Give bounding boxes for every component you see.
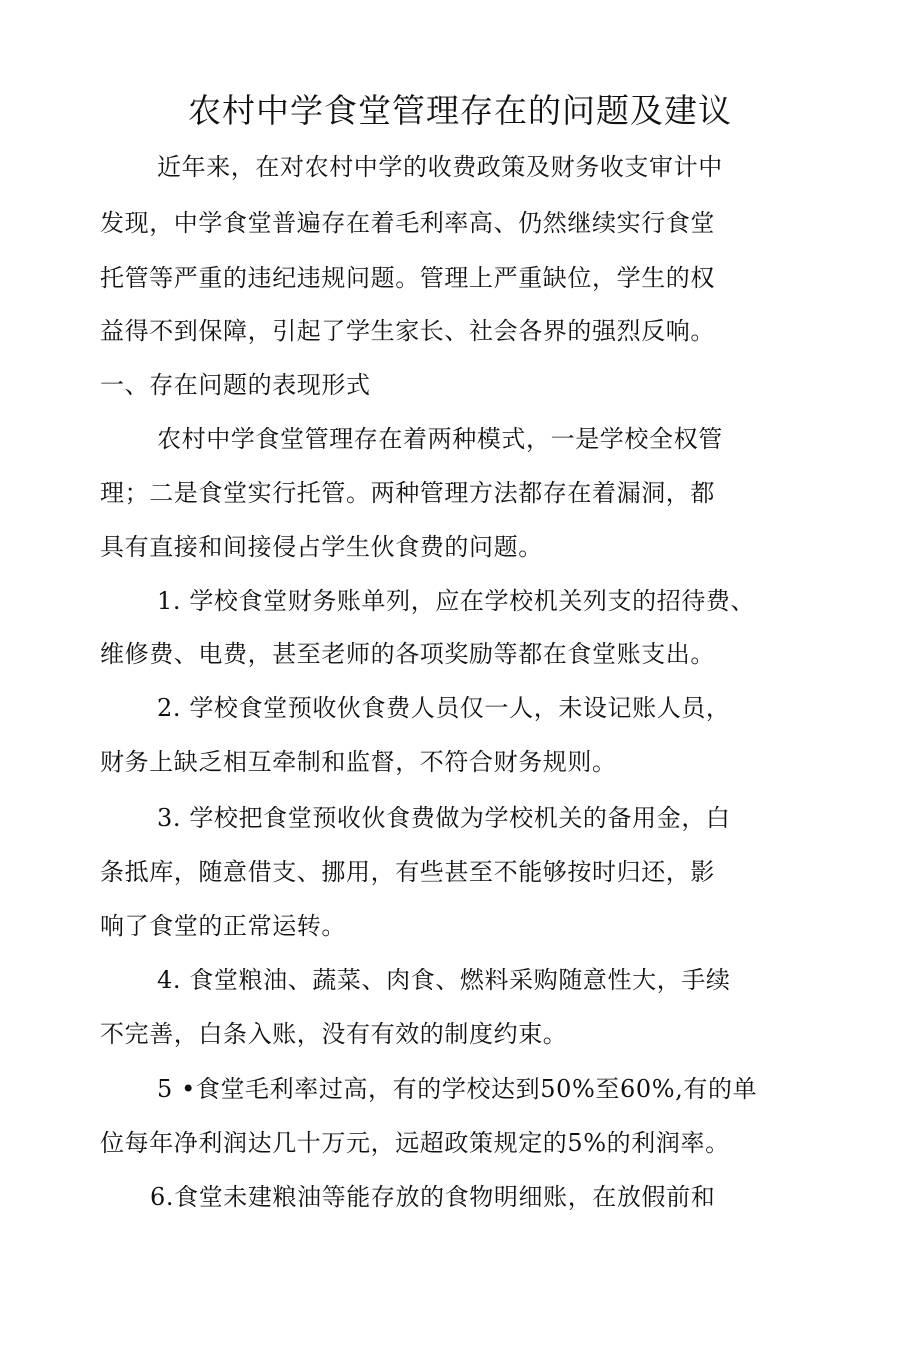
list-item-line: 6.食堂未建粮油等能存放的食物明细账，在放假前和 [150, 1183, 716, 1211]
document-title: 农村中学食堂管理存在的问题及建议 [188, 91, 732, 130]
list-item-line: 2. 学校食堂预收伙食费人员仅一人，未设记账人员， [157, 694, 731, 722]
list-item-line: 位每年净利润达几十万元，远超政策规定的5%的利润率。 [100, 1129, 730, 1157]
intro-line: 发现，中学食堂普遍存在着毛利率高、仍然继续实行食堂 [100, 209, 715, 237]
section-heading: 一、存在问题的表现形式 [100, 371, 371, 399]
list-item-line: 4. 食堂粮油、蔬菜、肉食、燃料采购随意性大，手续 [157, 966, 731, 994]
list-item-line: 维修费、电费，甚至老师的各项奖励等都在食堂账支出。 [100, 640, 715, 668]
intro-line: 托管等严重的违纪违规问题。管理上严重缺位，学生的权 [100, 264, 715, 292]
list-item-line: 5 •食堂毛利率过高，有的学校达到50%至60%,有的单 [157, 1075, 758, 1103]
section-para-line: 理；二是食堂实行托管。两种管理方法都存在着漏洞，都 [100, 479, 715, 507]
list-item-line: 1. 学校食堂财务账单列，应在学校机关列支的招待费、 [157, 587, 756, 615]
list-item-line: 响了食堂的正常运转。 [100, 912, 346, 940]
list-item-line: 条抵库，随意借支、挪用，有些甚至不能够按时归还，影 [100, 858, 715, 886]
section-para-line: 具有直接和间接侵占学生伙食费的问题。 [100, 533, 543, 561]
list-item-line: 财务上缺乏相互牵制和监督，不符合财务规则。 [100, 748, 617, 776]
list-item-line: 不完善，白条入账，没有有效的制度约束。 [100, 1020, 568, 1048]
list-item-line: 3. 学校把食堂预收伙食费做为学校机关的备用金，白 [157, 804, 731, 832]
section-para-line: 农村中学食堂管理存在着两种模式，一是学校全权管 [157, 425, 723, 453]
intro-line: 近年来，在对农村中学的收费政策及财务收支审计中 [157, 153, 723, 181]
intro-line: 益得不到保障，引起了学生家长、社会各界的强烈反响。 [100, 317, 715, 345]
